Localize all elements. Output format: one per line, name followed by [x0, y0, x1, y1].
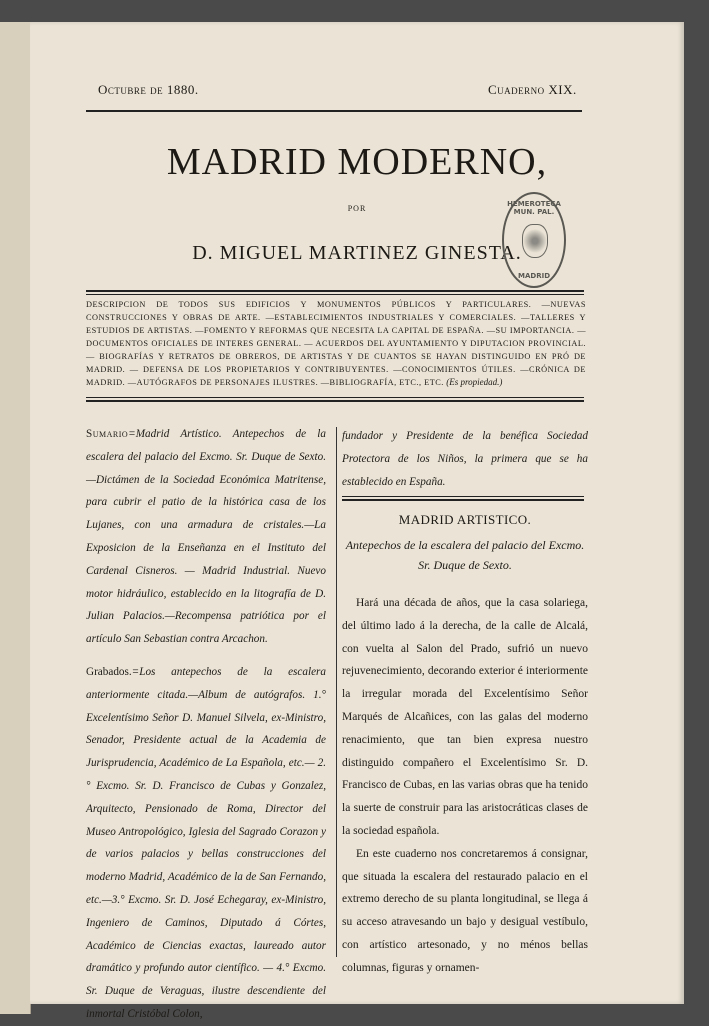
article-rule-b — [342, 499, 584, 501]
grabados-label: Grabados. — [86, 665, 132, 678]
header-rule — [86, 110, 582, 112]
issue-date: Octubre de 1880. — [98, 82, 199, 97]
column-divider — [336, 427, 337, 957]
byline-por: POR — [347, 204, 367, 213]
rights-note: (Es propiedad.) — [446, 377, 503, 388]
article-subheading: Antepechos de la escalera del palacio del Excmo. Sr. Duque de Sexto. — [345, 538, 585, 572]
rule-top-b — [86, 294, 584, 295]
newspaper-page — [30, 22, 684, 1020]
article-rule-a — [342, 496, 584, 497]
left-column — [86, 423, 326, 1026]
coat-of-arms-icon — [522, 224, 548, 258]
right-top-text: fundador y Presidente de la benéfica Sociedad Protectora de los Niños, la primera que se ha establecido en España. — [342, 430, 588, 488]
article-heading: MADRID ARTISTICO. — [398, 512, 532, 527]
book-binding — [0, 22, 31, 1014]
article-paragraph-1: Hará una década de años, que la casa solariega, del último lado á la derecha, de la calle de Alcalá, con vuelta al Salon del Prado, sufrió un nuevo rejuvenecimiento, decorando exterior é interiormente la irregular morada del Excelentísimo Señor Marqués de Alcañices, con las galas del moderno renacimiento, que tan bien expresa nuestro distinguido compañero el Excelentísimo Sr. D. Francisco de Cubas, en las varias obras que ha tenido la suerte de construir para las aristocráticas clases de la sociedad española. — [342, 597, 588, 837]
article-paragraph-2: En este cuaderno nos concretaremos á consignar, que situada la escalera del restaurado palacio en el extremo derecho de su planta longitudinal, se llega á su acceso atravesando un bajo y desigual vestíbulo, con artístico artesonado, y no ménos bellas columnas, figuras y ornamen- — [342, 847, 588, 974]
author-name: D. MIGUEL MARTINEZ GINESTA. — [192, 242, 522, 264]
article-body — [342, 592, 588, 980]
grabados-text: =Los antepechos de la escalera anteriormente citada.—Album de autógrafos. 1.° Excelentísimo Señor D. Manuel Silvela, ex-Ministro, Senador, Presidente actual de la Academia de Jurisprudencia, Académico de La Española, etc.— 2.° Excmo. Sr. D. Francisco de Cubas y Gonzalez, Arquitecto, Pensionado de Roma, Director del Museo Antropológico, Iglesia del Sagrado Corazon y de varios palacios y bellas construcciones del moderno Madrid, Académico de la de San Fernando, etc.—3.° Excmo. Sr. D. José Echegaray, ex-Ministro, Ingeniero de Caminos, Diputado á Córtes, Académico de Ciencias exactas, laureado autor dramático y profundo autor científico. — 4.° Excmo. Sr. Duque de Veraguas, ilustre descendiente del inmortal Cristóbal Colon, — [86, 665, 326, 1020]
issue-number: Cuaderno XIX. — [488, 82, 577, 97]
sumario-text: =Madrid Artístico. Antepechos de la escalera del palacio del Excmo. Sr. Duque de Sexto.—Dictámen de la Sociedad Económica Matritense, para cubrir el patio de la histórica casa de los Lujanes, con una armadura de cristales.—La Exposicion de la Enseñanza en el Instituto del Cardenal Cisneros. — Madrid Industrial. Nuevo motor hidráulico, establecido en la litografía de D. Julian Palacios.—Recompensa patriótica por el artículo San Sebastian contra Arcachon. — [86, 428, 326, 646]
grabados-paragraph — [86, 661, 326, 1026]
stamp-top-text: HEMEROTECA MUN. PAL. — [507, 200, 561, 216]
library-stamp — [502, 192, 566, 288]
description-text: DESCRIPCION DE TODOS SUS EDIFICIOS Y MONUMENTOS PÚBLICOS Y PARTICULARES. —NUEVAS CONSTRUCCIONES Y OBRAS DE ARTE. —ESTABLECIMIENTOS INDUSTRIALES Y COMERCIALES. —TALLERES Y ESTUDIOS DE ARTISTAS. —FOMENTO Y REFORMAS QUE NECESITA LA CAPITAL DE ESPAÑA. —SU IMPORTANCIA. —DOCUMENTOS OFICIALES DE INTERES GENERAL. — ACUERDOS DEL AYUNTAMIENTO Y DIPUTACION PROVINCIAL. — BIOGRAFÍAS Y RETRATOS DE OBREROS, DE ARTISTAS Y DE CUANTOS SE HAYAN DISTINGUIDO EN PRÓ DE MADRID. — DEFENSA DE LOS PROPIETARIOS Y CONTRIBUYENTES. —CONOCIMIENTOS ÚTILES. —CRÓNICA DE MADRID. —AUTÓGRAFOS DE PERSONAJES ILUSTRES. —BIBLIOGRAFÍA, ETC., ETC. — [86, 300, 586, 388]
stamp-bottom-text: MADRID — [518, 272, 550, 280]
rule-bottom-b — [86, 400, 584, 402]
sumario-paragraph — [86, 423, 326, 651]
rule-top-a — [86, 290, 584, 292]
page-title: MADRID MODERNO, — [166, 141, 548, 183]
contents-description — [86, 299, 586, 390]
sumario-label: Sumario — [86, 428, 129, 440]
rule-bottom-a — [86, 397, 584, 398]
